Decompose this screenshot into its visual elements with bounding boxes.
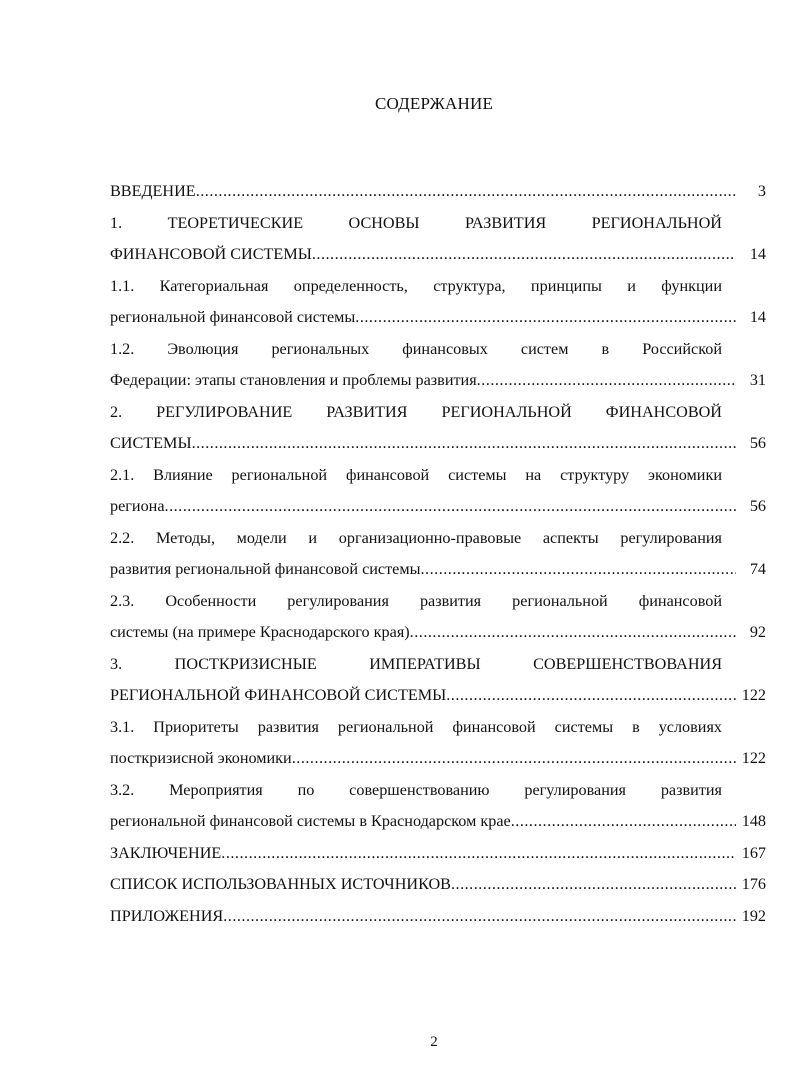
toc-entry [110,208,766,271]
toc-entry [110,712,766,775]
toc-page-number: 122 [741,749,766,767]
leader-dots [355,302,736,334]
toc-entry-title: СПИСОК ИСПОЛЬЗОВАННЫХ ИСТОЧНИКОВ [110,875,451,893]
toc-entry-last-line [110,554,766,586]
leader-dots [410,617,736,649]
toc-entry-last-line [110,491,766,523]
leader-dots [292,743,736,775]
leader-dots [421,554,737,586]
toc-entry-last-line [110,176,766,208]
toc-entry-title: посткризисной экономики [110,749,292,767]
toc-entry-last-line [110,838,766,870]
toc-entry-title-line: 1.1. Категориальная определенность, структура, принципы и функции [110,276,722,295]
toc-page-number: 31 [749,371,766,389]
toc-entry [110,334,766,397]
toc-entry-last-line [110,365,766,397]
toc-entry [110,901,766,933]
toc-entry-last-line [110,617,766,649]
toc-entry-title: Федерации: этапы становления и проблемы развития [110,371,477,389]
leader-dots [192,428,736,460]
leader-dots [446,680,736,712]
toc-entry-title-line: 2. РЕГУЛИРОВАНИЕ РАЗВИТИЯ РЕГИОНАЛЬНОЙ ФИНАНСОВОЙ [110,402,722,421]
leader-dots [196,176,736,208]
toc-entry [110,838,766,870]
toc-entry-title-line: 1. ТЕОРЕТИЧЕСКИЕ ОСНОВЫ РАЗВИТИЯ РЕГИОНАЛЬНОЙ [110,213,722,232]
toc-entry-title: региональной финансовой системы в Краснодарском крае [110,812,511,830]
toc-entry [110,586,766,649]
toc-entry [110,869,766,901]
toc-entry [110,775,766,838]
toc-entry-last-line [110,901,766,933]
toc-entry-title-line: 3.2. Мероприятия по совершенствованию регулирования развития [110,780,722,799]
toc-entry [110,271,766,334]
toc-entry [110,176,766,208]
toc-entry [110,460,766,523]
toc-page-number: 148 [741,812,766,830]
toc-page-number: 192 [741,906,766,925]
leader-dots [511,806,736,838]
toc-page-number: 56 [749,497,766,515]
toc-page-number: 92 [749,623,766,641]
toc-entry-last-line [110,428,766,460]
toc-entry-title: СИСТЕМЫ [110,434,192,452]
toc-entry [110,397,766,460]
toc-entry-title: ФИНАНСОВОЙ СИСТЕМЫ [110,245,312,263]
leader-dots [312,239,736,271]
toc-page-number: 14 [749,245,766,263]
toc-entry-title: ВВЕДЕНИЕ [110,182,196,200]
toc-entry-title: РЕГИОНАЛЬНОЙ ФИНАНСОВОЙ СИСТЕМЫ [110,686,447,704]
toc-entry-title: ПРИЛОЖЕНИЯ [110,906,224,925]
leader-dots [451,869,736,901]
leader-dots [165,491,736,523]
toc-page-number: 56 [749,434,766,452]
toc-entry-title-line: 2.3. Особенности регулирования развития региональной финансовой [110,591,722,610]
toc-page-number: 3 [757,182,766,200]
toc-entry-title: региональной финансовой системы [110,308,356,326]
toc-page-number: 74 [749,560,766,578]
toc-entry-last-line [110,806,766,838]
toc-page-number: 167 [741,843,766,862]
toc-entry-last-line [110,302,766,334]
toc-entry [110,523,766,586]
toc-entry-last-line [110,869,766,901]
leader-dots [221,838,736,870]
toc-page-number: 122 [741,686,766,704]
leader-dots [477,365,736,397]
leader-dots [223,901,736,933]
toc-entry-title-line: 2.2. Методы, модели и организационно-правовые аспекты регулирования [110,528,722,547]
page-number: 2 [430,1034,438,1050]
toc-entry-last-line [110,743,766,775]
toc-entry-title: системы (на примере Краснодарского края) [110,623,410,641]
toc-entry-title-line: 1.2. Эволюция региональных финансовых систем в Российской [110,339,722,358]
toc-entry-title: региона [110,497,165,515]
toc-page-number: 176 [741,875,766,893]
toc-page-number: 14 [749,308,766,326]
toc-entry-title: ЗАКЛЮЧЕНИЕ [110,843,222,862]
toc-entry-title-line: 3. ПОСТКРИЗИСНЫЕ ИМПЕРАТИВЫ СОВЕРШЕНСТВОВАНИЯ [110,654,722,673]
toc-entry-last-line [110,239,766,271]
table-of-contents [110,176,766,932]
toc-entry [110,649,766,712]
toc-entry-last-line [110,680,766,712]
page-title: СОДЕРЖАНИЕ [374,94,494,113]
toc-entry-title-line: 2.1. Влияние региональной финансовой системы на структуру экономики [110,465,722,484]
toc-entry-title: развития региональной финансовой системы [110,560,421,578]
toc-entry-title-line: 3.1. Приоритеты развития региональной финансовой системы в условиях [110,717,722,736]
